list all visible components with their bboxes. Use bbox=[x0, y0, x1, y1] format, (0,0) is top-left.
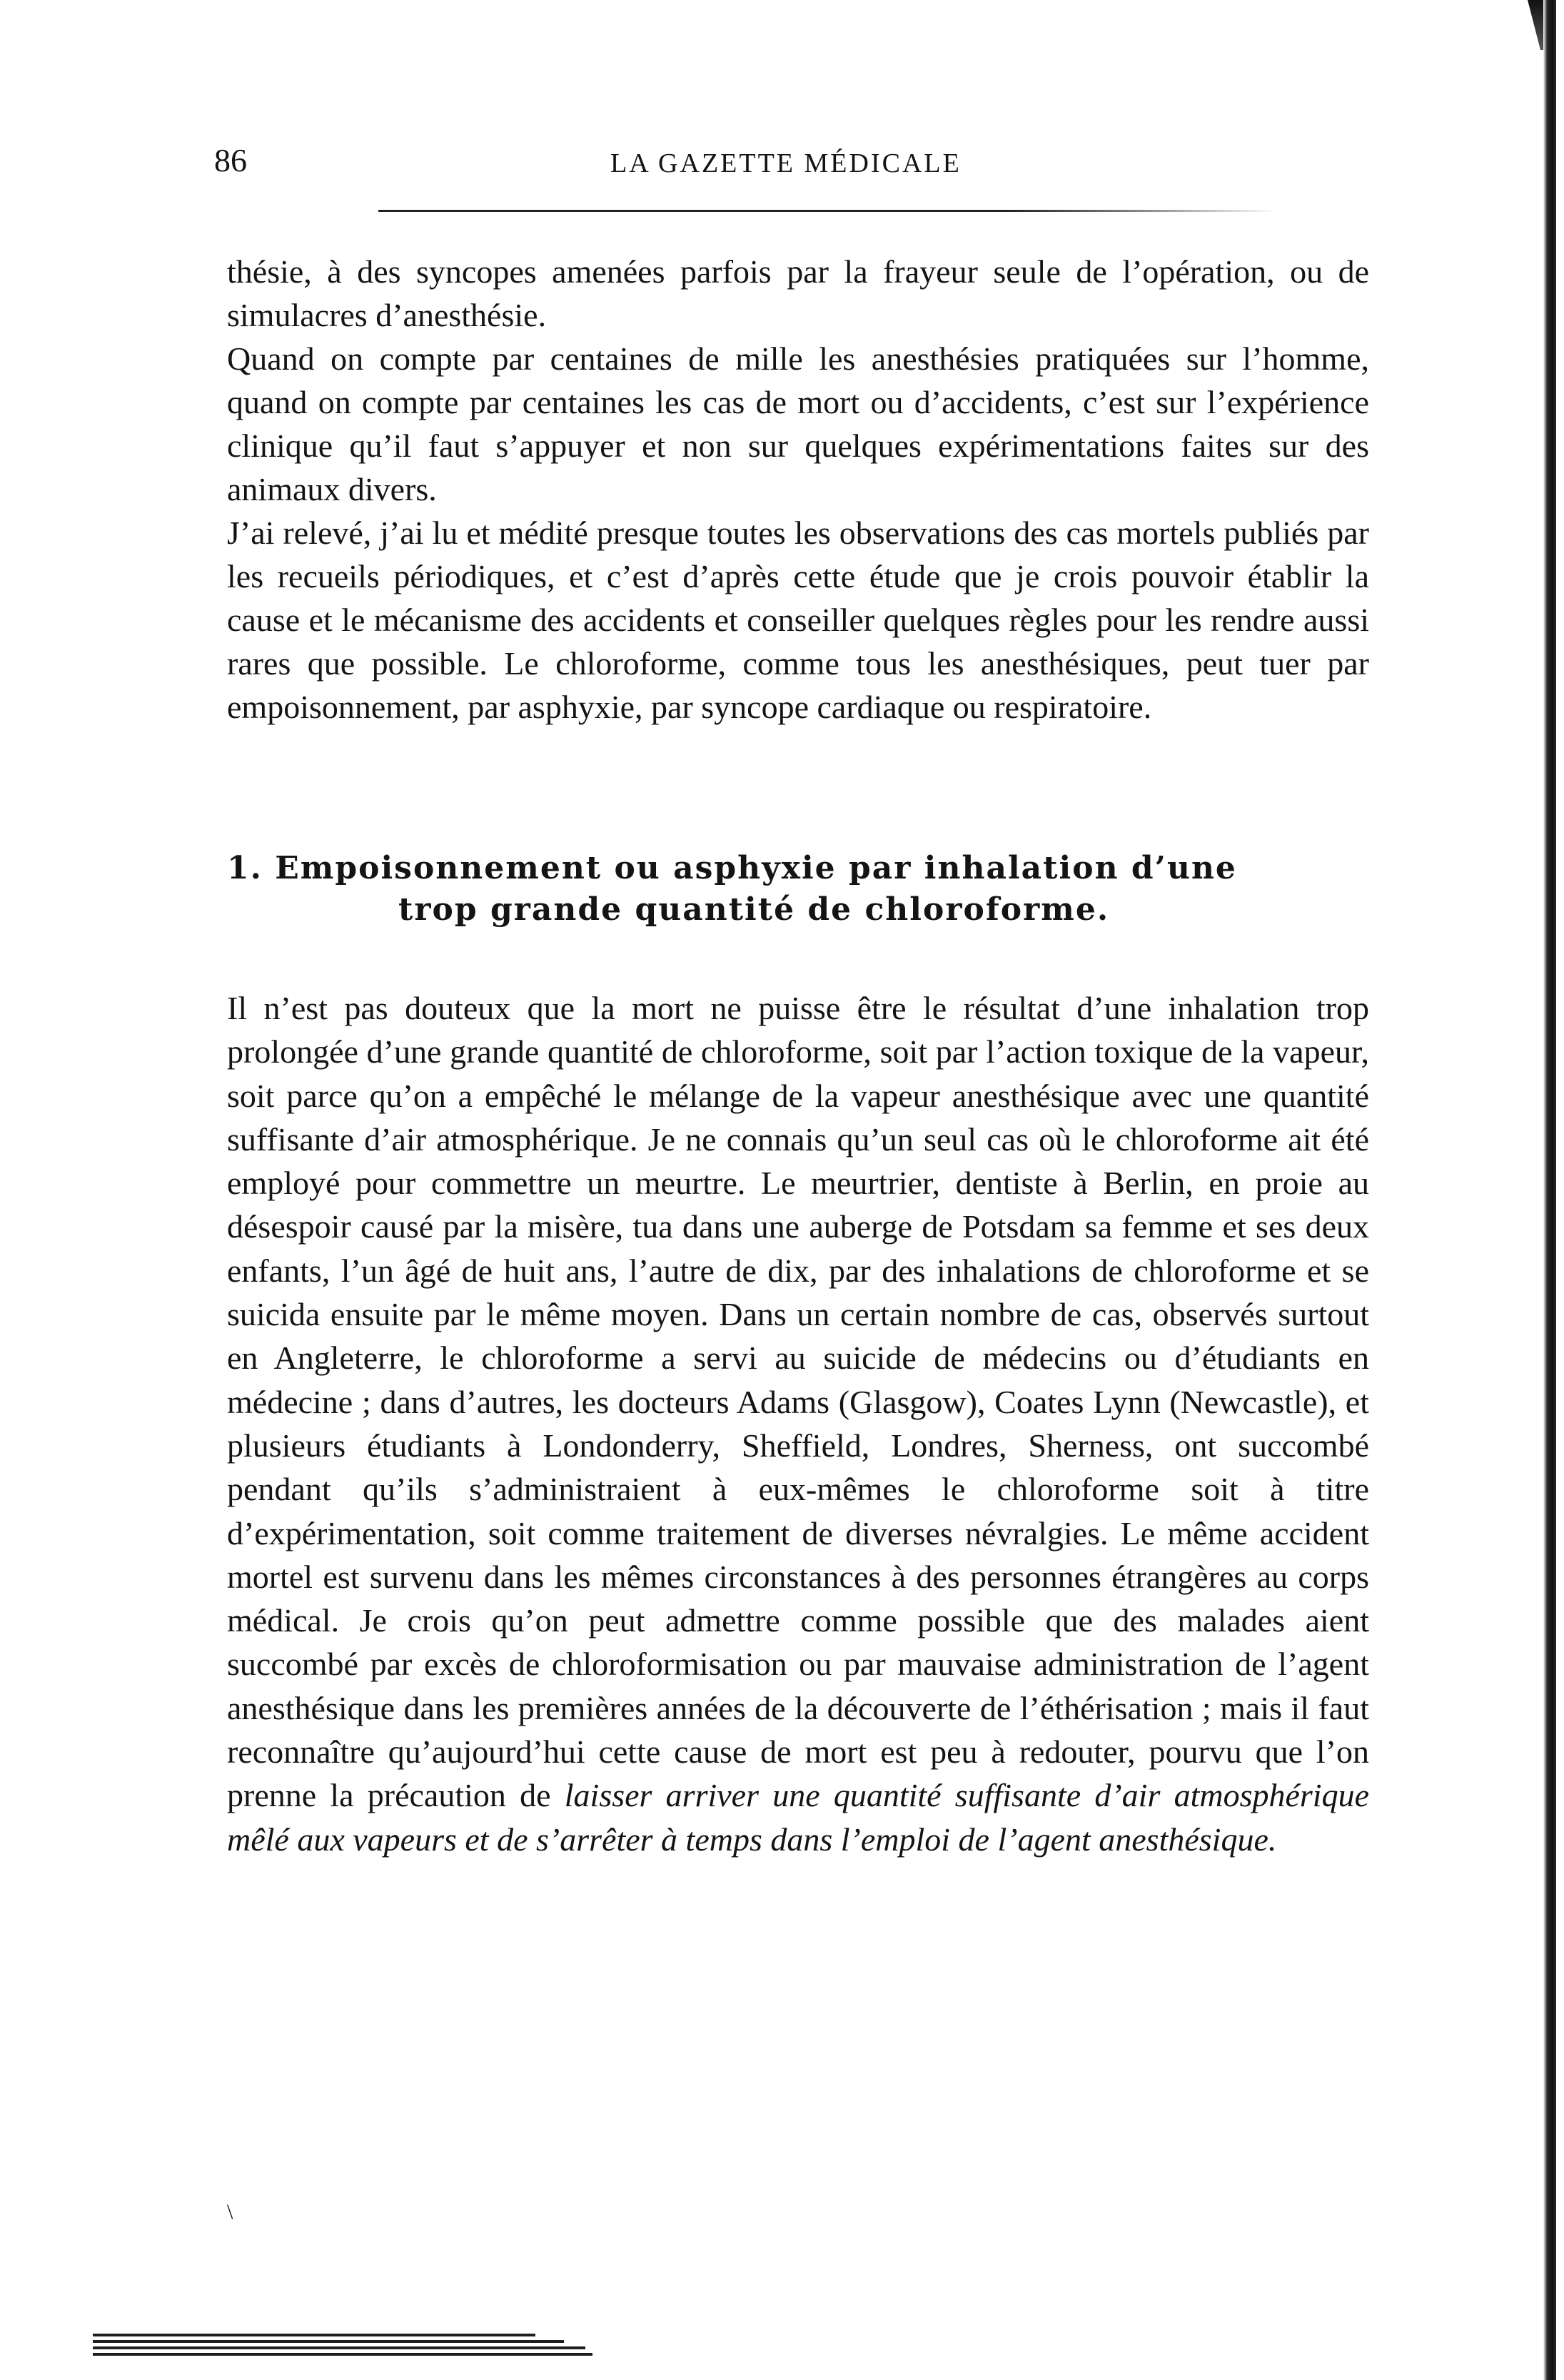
header-rule bbox=[378, 210, 1278, 212]
section-italic-text: laisser arriver une quantité suffisante d’air atmosphérique mêlé aux vapeurs et de s’arrêter à temps dans l’emploi de l’agent anesthésique. bbox=[227, 1777, 1369, 1858]
bottom-rule-4 bbox=[93, 2353, 592, 2356]
section-paragraph bbox=[227, 986, 1369, 1861]
section-text-block bbox=[227, 986, 1369, 1861]
section-heading-line-2: trop grande quantité de chloroforme. bbox=[398, 891, 1110, 928]
scan-edge-right bbox=[1543, 0, 1556, 2380]
bottom-edge-rules bbox=[93, 2334, 592, 2362]
section-body-text: Il n’est pas douteux que la mort ne puisse être le résultat d’une inhalation trop prolongée d’une grande quantité de chloroforme, soit par l’action toxique de la vapeur, soit parce qu’on a empêché le mélange de la vapeur anesthésique avec une quantité suffisante d’air atmosphérique. Je ne connais qu’un seul cas où le chloroforme ait été employé pour commettre un meurtre. Le meurtrier, dentiste à Berlin, en proie au désespoir causé par la misère, tua dans une auberge de Potsdam sa femme et ses deux enfants, l’un âgé de huit ans, l’autre de dix, par des inhalations de chloroforme et se suicida ensuite par le même moyen. Dans un certain nombre de cas, observés surtout en Angleterre, le chloroforme a servi au suicide de médecins ou d’étudiants en médecine ; dans d’autres, les docteurs Adams (Glasgow), Coates Lynn (Newcastle), et plusieurs étudiants à Londonderry, Sheffield, Londres, Sherness, ont succombé pendant qu’ils s’administraient à eux-mêmes le chloroforme soit à titre d’expérimentation, soit comme traitement de diverses névralgies. Le même accident mortel est survenu dans les mêmes circonstances à des personnes étrangères au corps médical. Je crois qu’on peut admettre comme possible que des malades aient succombé par excès de chloroformisation ou par mauvaise administration de l’agent anesthésique dans les premières années de la découverte de l’éthérisation ; mais il faut reconnaître qu’aujourd’hui cette cause de mort est peu à redouter, pourvu que l’on prenne la précaution de bbox=[227, 990, 1369, 1814]
stray-mark: \ bbox=[227, 2200, 233, 2224]
bottom-rule-3 bbox=[93, 2346, 585, 2349]
intro-paragraph-observations: J’ai relevé, j’ai lu et médité presque toutes les observations des cas mortels publiés par les recueils périodiques, et c’est d’après cette étude que je crois pouvoir établir la cause et le mécanisme des accidents et conseiller quelques règles pour les rendre aussi rares que possible. Le chloroforme, comme tous les anesthésiques, peut tuer par empoisonnement, par asphyxie, par syncope cardiaque ou respiratoire. bbox=[227, 515, 1369, 725]
section-heading-line-1: 1. Empoisonnement ou asphyxie par inhalation d’une bbox=[227, 850, 1237, 886]
bottom-rule-2 bbox=[93, 2340, 564, 2343]
page-number: 86 bbox=[214, 142, 247, 178]
intro-text-block bbox=[227, 250, 1369, 729]
running-head: LA GAZETTE MÉDICALE bbox=[610, 148, 962, 178]
section-heading bbox=[227, 848, 1369, 931]
bottom-rule-1 bbox=[93, 2334, 535, 2336]
intro-paragraph-continuation: thésie, à des syncopes amenées parfois par la frayeur seule de l’opération, ou de simulacres d’anesthésie. bbox=[227, 253, 1369, 333]
intro-paragraph-clinical: Quand on compte par centaines de mille les anesthésies pratiquées sur l’homme, quand on compte par centaines les cas de mort ou d’accidents, c’est sur l’expérience clinique qu’il faut s’appuyer et non sur quelques expérimentations faites sur des animaux divers. bbox=[227, 340, 1369, 507]
